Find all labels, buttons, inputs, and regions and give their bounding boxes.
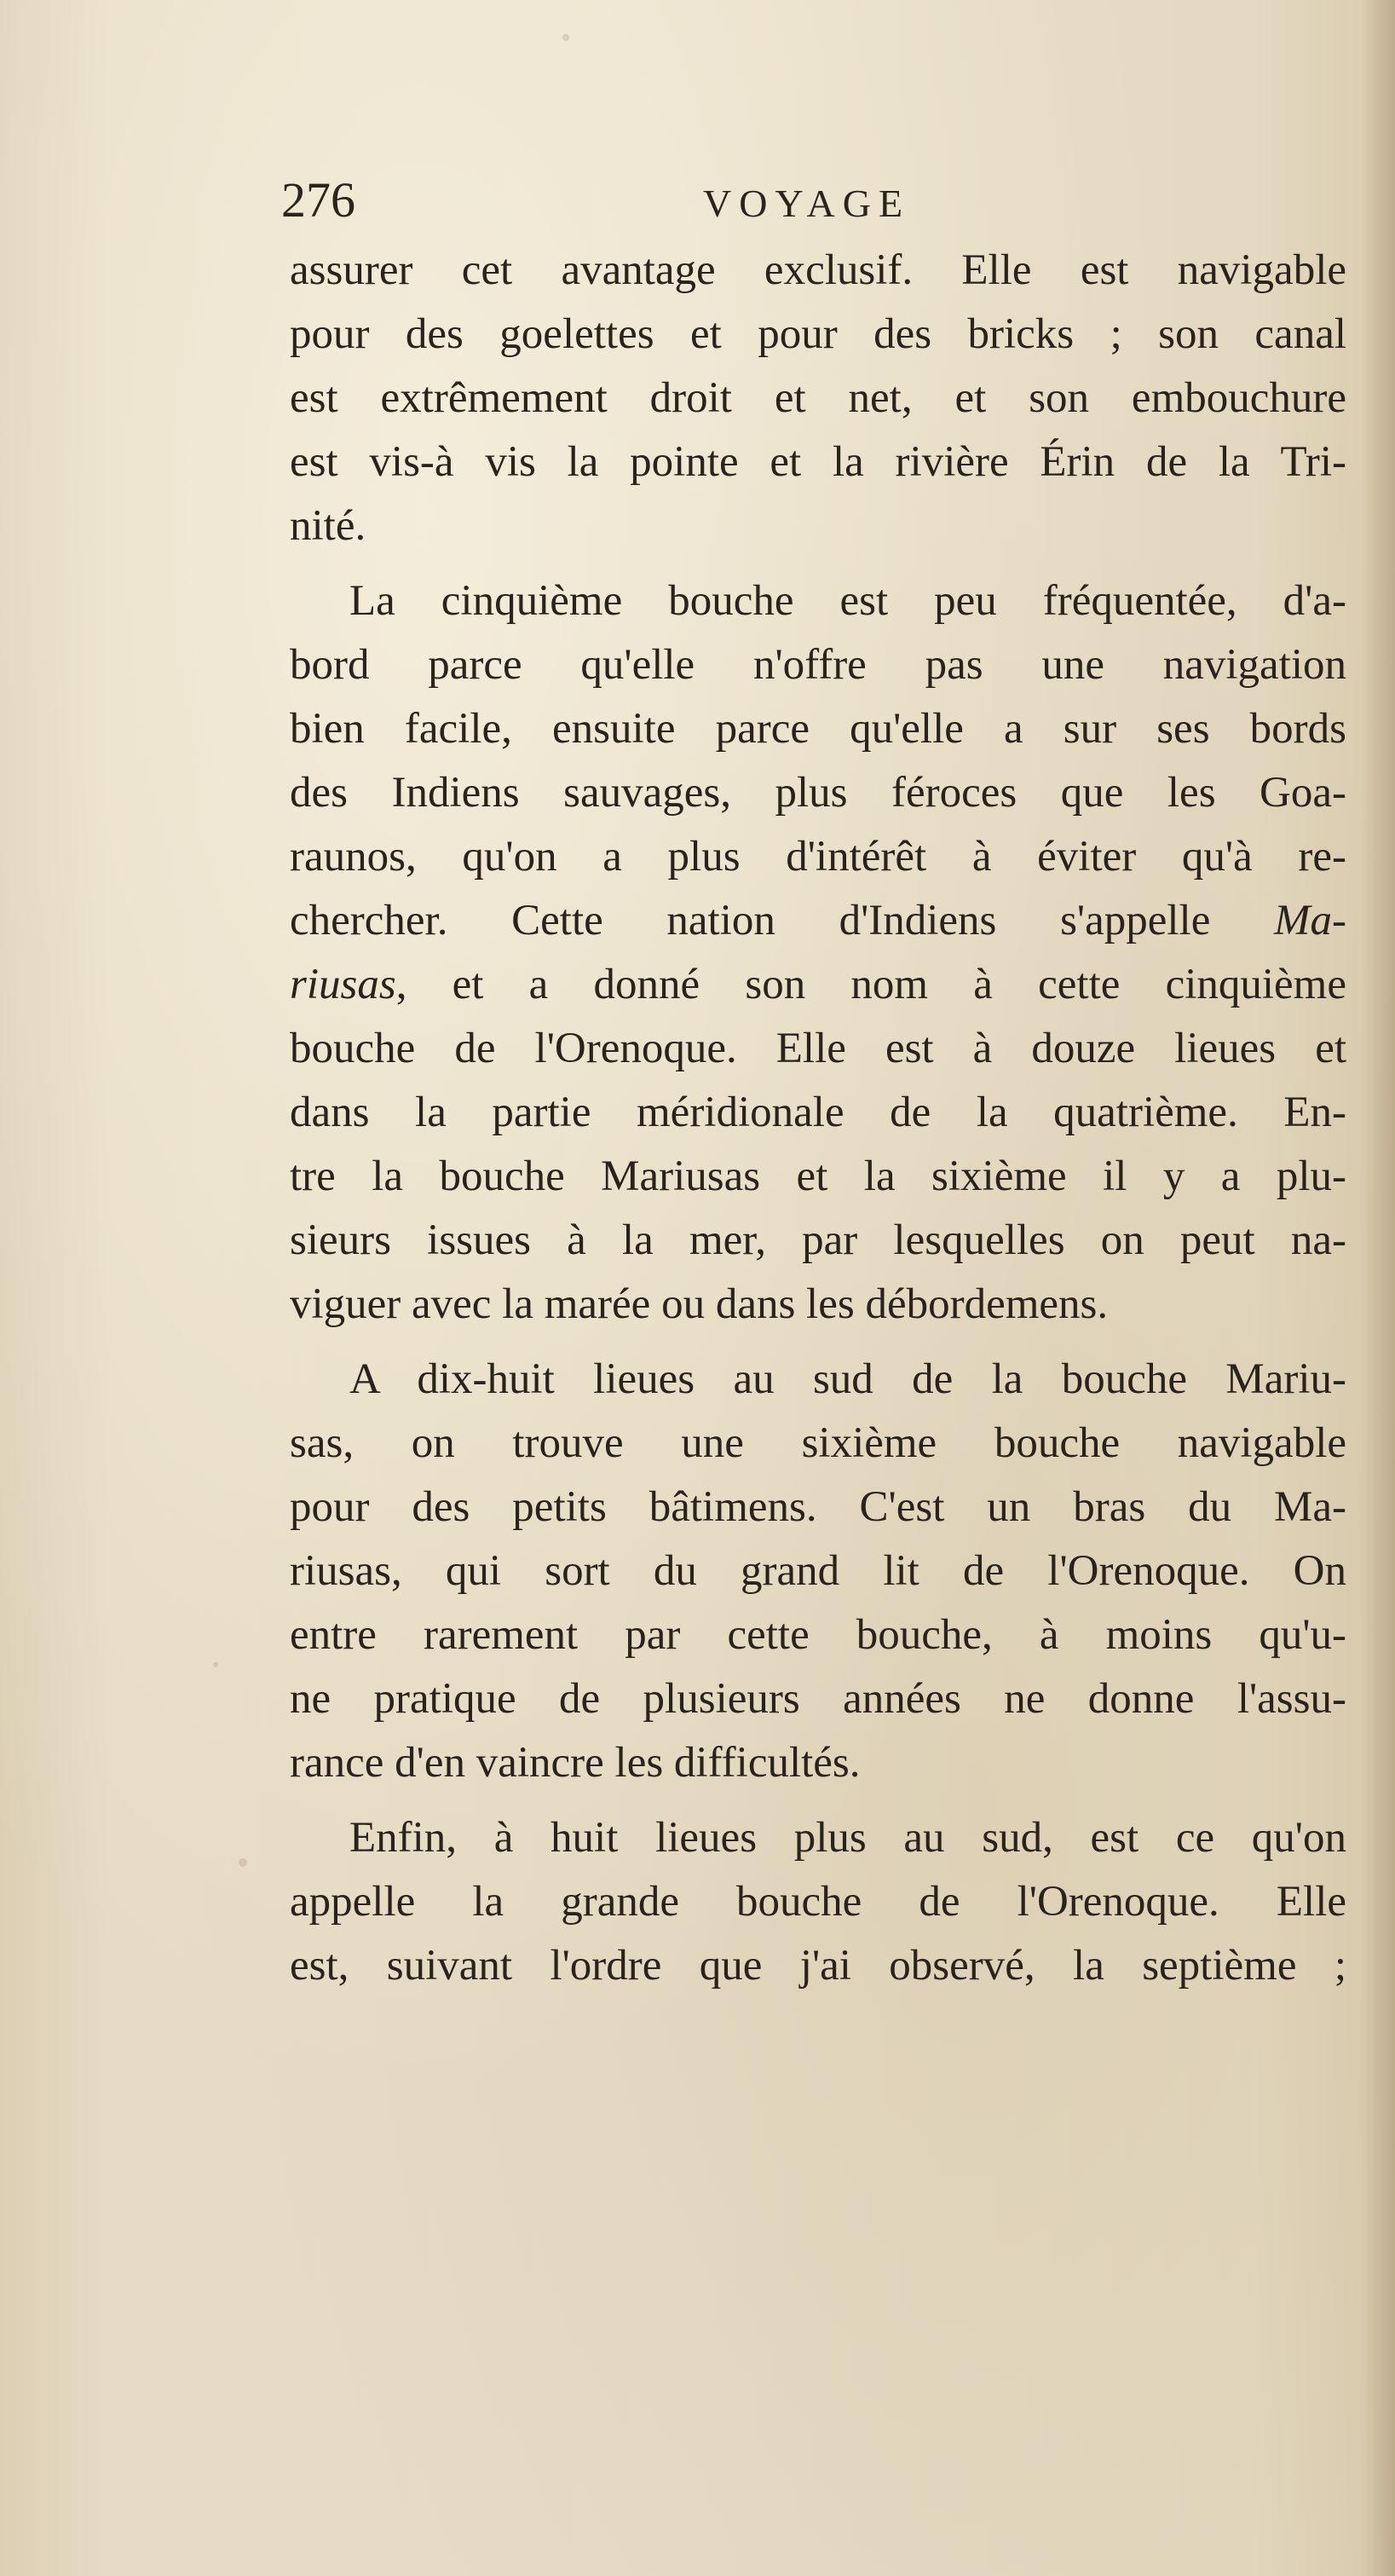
text-line: tre la bouche Mariusas et la sixième il y a plu- xyxy=(290,1152,1346,1200)
text-line: sieurs issues à la mer, par lesquelles on peut na- xyxy=(290,1216,1346,1264)
text-line: bien facile, ensuite parce qu'elle a sur ses bords xyxy=(290,705,1346,753)
text-line: est, suivant l'ordre que j'ai observé, la septième ; xyxy=(290,1942,1346,1990)
text-line: raunos, qu'on a plus d'intérêt à éviter qu'à re- xyxy=(290,833,1346,881)
text-line: entre rarement par cette bouche, à moins qu'u- xyxy=(290,1611,1346,1659)
text-line: A dix-huit lieues au sud de la bouche Mariu- xyxy=(349,1355,1346,1403)
text-line: riusas, qui sort du grand lit de l'Orenoque. On xyxy=(290,1547,1346,1595)
text-line: est extrêmement droit et net, et son embouchure xyxy=(290,374,1346,422)
paper-stain xyxy=(239,1858,247,1867)
text-line: assurer cet avantage exclusif. Elle est navigable xyxy=(290,246,1346,294)
page-header xyxy=(281,166,1389,234)
paragraph-4 xyxy=(290,1806,1346,1998)
line-text: , et a donné son nom à cette cinquième xyxy=(395,961,1346,1008)
text-line: des Indiens sauvages, plus féroces que les Goa- xyxy=(290,769,1346,817)
text-line-with-italic xyxy=(290,953,1346,1017)
paper-stain xyxy=(213,1662,218,1667)
paragraph-2 xyxy=(290,569,1346,1337)
paper-stain xyxy=(562,34,569,41)
page-number: 276 xyxy=(281,172,355,228)
page-edge-shadow xyxy=(1361,0,1395,2576)
text-line: appelle la grande bouche de l'Orenoque. Elle xyxy=(290,1878,1346,1926)
text-line: bouche de l'Orenoque. Elle est à douze lieues et xyxy=(290,1025,1346,1072)
text-line: sas, on trouve une sixième bouche navigable xyxy=(290,1419,1346,1467)
paragraph-3 xyxy=(290,1348,1346,1795)
text-line: La cinquième bouche est peu fréquentée, d'a- xyxy=(349,577,1346,625)
text-line: ne pratique de plusieurs années ne donne l'assu- xyxy=(290,1675,1346,1723)
text-line: nité. xyxy=(290,502,366,550)
text-line: Enfin, à huit lieues plus au sud, est ce qu'on xyxy=(349,1814,1346,1862)
text-line: dans la partie méridionale de la quatrième. En- xyxy=(290,1089,1346,1136)
text-line: est vis-à vis la pointe et la rivière Érin de la Tri- xyxy=(290,438,1346,486)
text-line: rance d'en vaincre les difficultés. xyxy=(290,1739,861,1787)
text-line: pour des goelettes et pour des bricks ; son canal xyxy=(290,310,1346,358)
text-line: bord parce qu'elle n'offre pas une navigation xyxy=(290,641,1346,689)
text-line-with-italic xyxy=(290,889,1346,953)
running-head: VOYAGE xyxy=(703,182,911,225)
body-text xyxy=(290,239,1346,1998)
italic-word: Ma- xyxy=(1274,897,1346,944)
line-text: chercher. Cette nation d'Indiens s'appelle xyxy=(290,897,1275,944)
text-line: viguer avec la marée ou dans les débordemens. xyxy=(290,1280,1109,1328)
paragraph-1 xyxy=(290,239,1346,558)
text-line: pour des petits bâtimens. C'est un bras du Ma- xyxy=(290,1483,1346,1531)
italic-word: riusas xyxy=(290,961,396,1008)
